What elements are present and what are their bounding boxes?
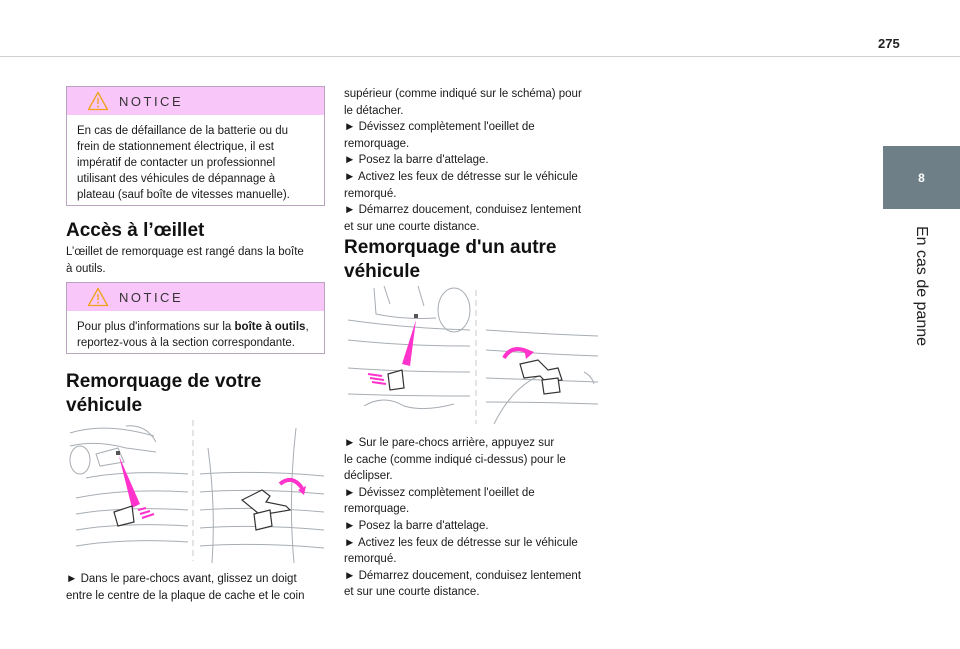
text-line: ► Activez les feux de détresse sur le véhicule xyxy=(344,170,578,183)
toolbox-link-text: boîte à outils xyxy=(234,321,306,333)
warning-triangle-icon xyxy=(87,287,109,307)
chapter-tab[interactable] xyxy=(883,146,960,209)
notice-line xyxy=(77,319,314,335)
notice-line: plateau (sauf boîte de vitesses manuelle). xyxy=(77,189,290,201)
text-line: déclipser. xyxy=(344,470,393,483)
para-acces-oeillet xyxy=(66,244,326,277)
text-line: remorquage. xyxy=(344,503,410,516)
rear-bumper-illustration xyxy=(344,284,600,428)
para-continuation xyxy=(344,86,609,235)
text-line: ► Posez la barre d'attelage. xyxy=(344,519,489,532)
heading-line: Remorquage d'un autre xyxy=(344,237,557,258)
heading-line: Remorquage de votre xyxy=(66,371,262,392)
notice-header xyxy=(67,283,324,311)
text-line: ► Dans le pare-chocs avant, glissez un doigt xyxy=(66,573,297,585)
rotate-arrow-icon xyxy=(504,348,534,359)
notice-line: reportez-vous à la section correspondante. xyxy=(77,337,295,349)
text-line: L’œillet de remorquage est rangé dans la boîte xyxy=(66,246,304,258)
chapter-title xyxy=(883,216,960,356)
notice-body xyxy=(67,311,324,357)
notice-text: Pour plus d'informations sur la xyxy=(77,321,235,333)
chapter-number: 8 xyxy=(918,170,925,185)
warning-triangle-icon xyxy=(87,91,109,111)
notice-line: En cas de défaillance de la batterie ou du xyxy=(77,125,288,137)
text-line: ► Sur le pare-chocs arrière, appuyez sur xyxy=(344,437,555,449)
heading-line: véhicule xyxy=(344,261,421,282)
heading-remorquage-votre xyxy=(66,370,261,418)
heading-line: véhicule xyxy=(66,395,143,416)
text-line: ► Dévissez complètement l'oeillet de xyxy=(344,121,535,134)
notice-title: NOTICE xyxy=(119,289,184,305)
text-line: supérieur (comme indiqué sur le schéma) pour xyxy=(344,88,582,100)
notice-title: NOTICE xyxy=(119,93,184,109)
text-line: et sur une courte distance. xyxy=(344,586,480,599)
notice-toolbox xyxy=(66,282,325,354)
text-line: le détacher. xyxy=(344,104,404,117)
para-remorquage-votre xyxy=(66,571,331,604)
notice-header xyxy=(67,87,324,115)
rotate-arrow-icon xyxy=(280,480,306,495)
text-line: le cache (comme indiqué ci-dessus) pour le xyxy=(344,453,566,466)
heading-acces-oeillet: Accès à l’œillet xyxy=(66,220,205,241)
notice-body xyxy=(67,115,324,209)
text-line: ► Démarrez doucement, conduisez lentement xyxy=(344,204,582,217)
text-line: à outils. xyxy=(66,262,106,275)
notice-line: frein de stationnement électrique, il est xyxy=(77,141,274,153)
text-line: remorqué. xyxy=(344,553,397,566)
text-line: ► Posez la barre d'attelage. xyxy=(344,154,489,167)
text-line: ► Activez les feux de détresse sur le véhicule xyxy=(344,536,578,549)
para-remorquage-autre xyxy=(344,435,609,601)
text-line: remorqué. xyxy=(344,187,397,200)
heading-remorquage-autre xyxy=(344,236,557,284)
page-number: 275 xyxy=(878,36,900,51)
front-bumper-illustration xyxy=(66,418,326,563)
text-line: entre le centre de la plaque de cache et le coin xyxy=(66,589,305,602)
text-line: ► Dévissez complètement l'oeillet de xyxy=(344,486,535,499)
notice-text: , xyxy=(305,321,309,333)
notice-line: utilisant des véhicules de dépannage à xyxy=(77,173,276,185)
text-line: et sur une courte distance. xyxy=(344,220,480,233)
text-line: remorquage. xyxy=(344,137,410,150)
notice-line: impératif de contacter un professionnel xyxy=(77,157,276,169)
chapter-title-text: En cas de panne xyxy=(913,225,931,347)
top-divider xyxy=(0,56,960,57)
notice-battery xyxy=(66,86,325,206)
text-line: ► Démarrez doucement, conduisez lentement xyxy=(344,569,582,582)
